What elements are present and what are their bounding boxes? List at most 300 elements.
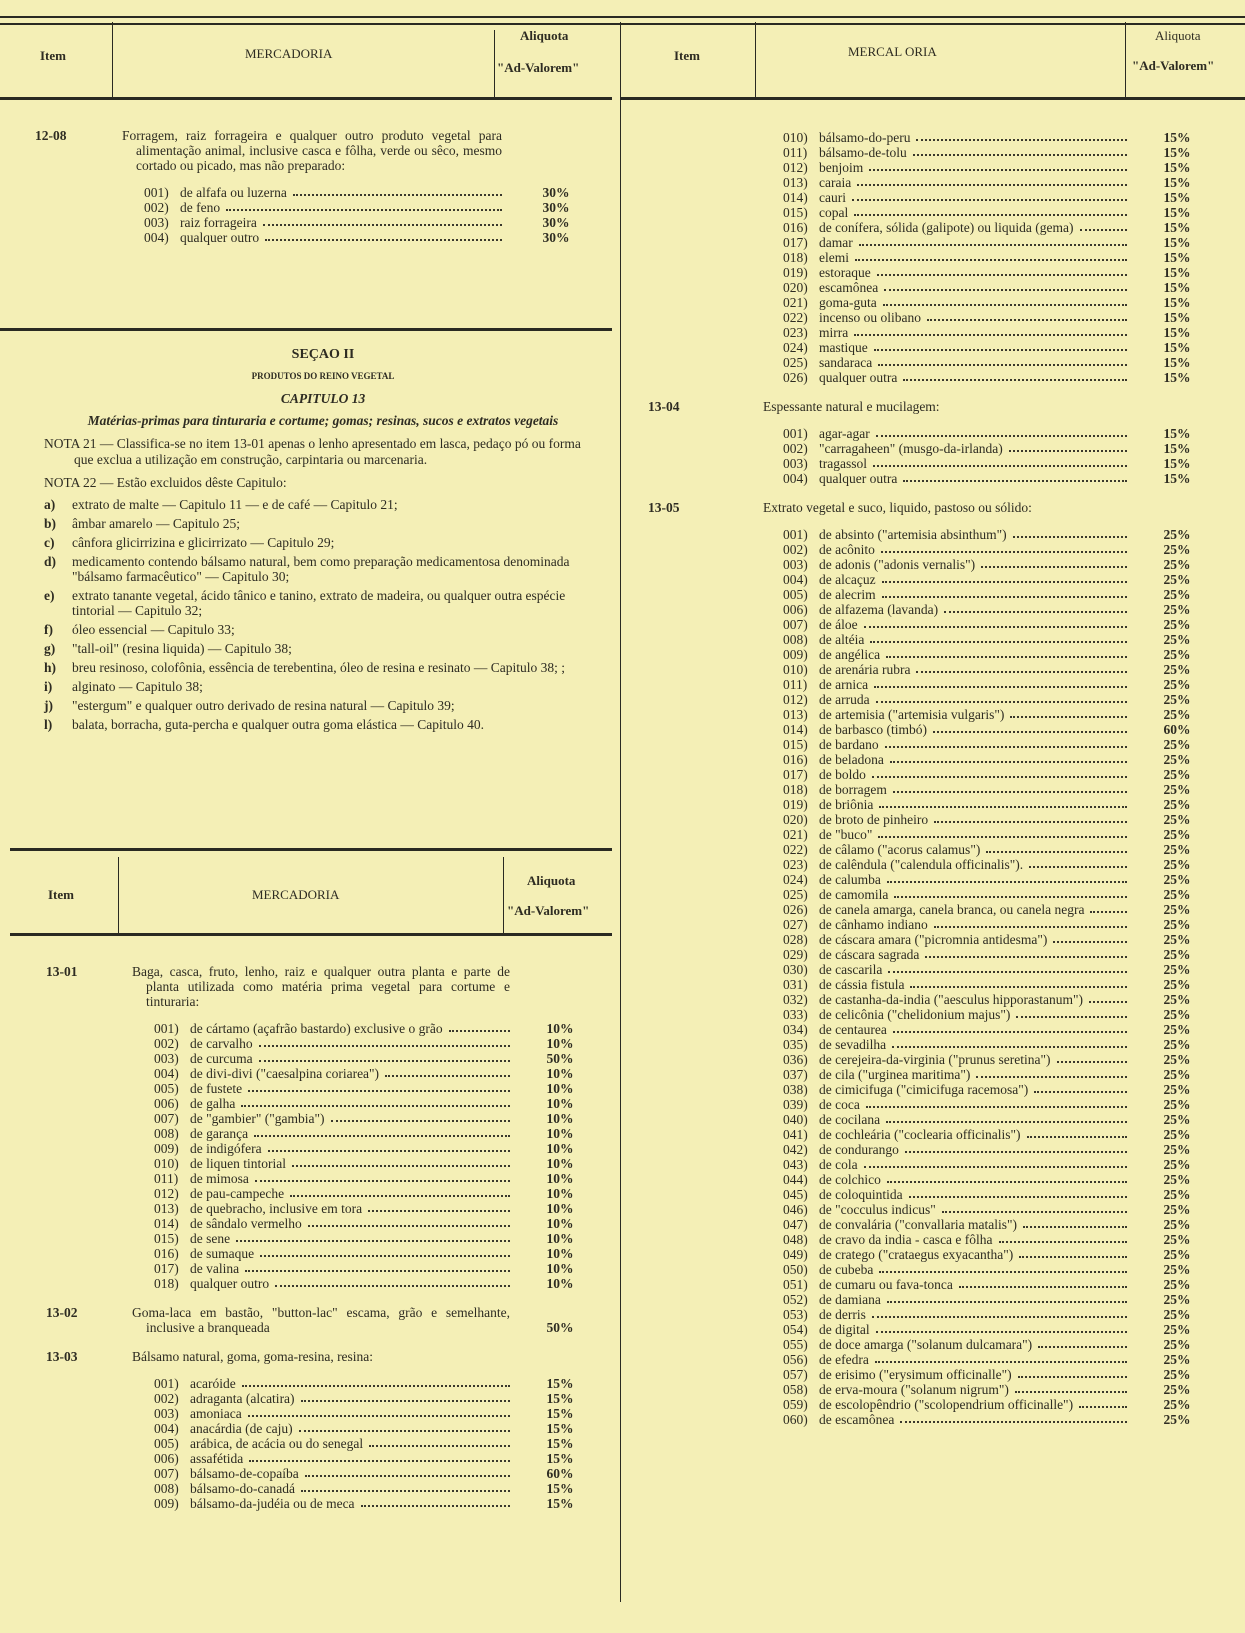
subitem-row bbox=[763, 602, 1127, 617]
subitem-number: 023) bbox=[783, 325, 808, 340]
subitem-number: 041) bbox=[783, 1127, 808, 1142]
subitem-row bbox=[132, 1156, 510, 1171]
rate-column bbox=[502, 128, 610, 245]
dotted-leader bbox=[986, 851, 1127, 853]
subitem-text: anacárdia (de caju) bbox=[190, 1421, 293, 1436]
entry-body bbox=[120, 1349, 510, 1511]
dotted-leader bbox=[886, 656, 1127, 658]
subitem-number: 014) bbox=[154, 1216, 179, 1231]
dotted-leader bbox=[854, 214, 1127, 216]
subitem-text: de escamônea bbox=[819, 1412, 895, 1427]
exclusion-text: âmbar amarelo — Capitulo 25; bbox=[72, 515, 240, 531]
subitem-text: de cochleária ("coclearia officinalis") bbox=[819, 1127, 1021, 1142]
subitem-rate: 25% bbox=[1163, 617, 1191, 632]
exclusion-text: alginato — Capitulo 38; bbox=[72, 678, 203, 694]
subitem-rate: 50% bbox=[546, 1051, 574, 1066]
subitem-text: de calêndula ("calendula officinalis"). bbox=[819, 857, 1024, 872]
item-code bbox=[620, 130, 755, 385]
subitem-text: de broto de pinheiro bbox=[819, 812, 929, 827]
header-ad-valorem: "Ad-Valorem" bbox=[507, 903, 590, 918]
dotted-leader bbox=[331, 1120, 511, 1122]
subitem-number: 032) bbox=[783, 992, 808, 1007]
subitem-rate: 25% bbox=[1163, 782, 1191, 797]
exclusions-list bbox=[44, 497, 602, 732]
subitem-number: 001) bbox=[154, 1376, 179, 1391]
subitem-rate: 10% bbox=[546, 1201, 574, 1216]
subitem-text: bálsamo-do-peru bbox=[819, 130, 911, 145]
exclusion-item bbox=[44, 717, 602, 732]
subitem-number: 031) bbox=[783, 977, 808, 992]
subitem-text: de beladona bbox=[819, 752, 884, 767]
subitem-text: de alfazema (lavanda) bbox=[819, 602, 939, 617]
subitem-number: 015) bbox=[783, 737, 808, 752]
subitem-text: qualquer outra bbox=[819, 471, 898, 486]
subitem-number: 018) bbox=[783, 782, 808, 797]
dotted-leader bbox=[265, 239, 502, 241]
subitem-row bbox=[132, 1141, 510, 1156]
subitem-text: de absinto ("artemisia absinthum") bbox=[819, 527, 1007, 542]
table-entry bbox=[10, 964, 612, 1291]
subitem-number: 036) bbox=[783, 1052, 808, 1067]
subitem-row bbox=[132, 1111, 510, 1126]
subitem-row bbox=[763, 160, 1127, 175]
subitem-number: 057) bbox=[783, 1367, 808, 1382]
subitem-number: 028) bbox=[783, 932, 808, 947]
subitem-text: de celicônia ("chelidonium majus") bbox=[819, 1007, 1011, 1022]
dotted-leader bbox=[1023, 1226, 1127, 1228]
subitem-row bbox=[763, 265, 1127, 280]
table-entry bbox=[620, 130, 1245, 385]
subitem-text: de borragem bbox=[819, 782, 887, 797]
subitem-text: de artemisia ("artemisia vulgaris") bbox=[819, 707, 1005, 722]
subitem-row bbox=[132, 1496, 510, 1511]
subitem-rate: 25% bbox=[1163, 1352, 1191, 1367]
exclusion-text: "estergum" e qualquer outro derivado de resina natural — Capitulo 39; bbox=[72, 697, 455, 713]
subitem-row bbox=[763, 426, 1127, 441]
rate-column bbox=[1127, 130, 1227, 385]
item-description: Bálsamo natural, goma, goma-resina, resina: bbox=[132, 1349, 374, 1364]
subitem-text: de cila ("urginea maritima") bbox=[819, 1067, 971, 1082]
dotted-leader bbox=[925, 956, 1127, 958]
subitem-row bbox=[763, 812, 1127, 827]
table-chapter-13-left bbox=[10, 964, 612, 1511]
dotted-leader bbox=[1018, 1376, 1127, 1378]
subitem-number: 002) bbox=[154, 1036, 179, 1051]
subitem-row bbox=[763, 572, 1127, 587]
subitem-text: tragassol bbox=[819, 456, 867, 471]
subitem-rate: 60% bbox=[1163, 722, 1191, 737]
subitem-text: de digital bbox=[819, 1322, 870, 1337]
subitem-rate: 30% bbox=[542, 215, 570, 230]
subitem-number: 039) bbox=[783, 1097, 808, 1112]
subitem-number: 059) bbox=[783, 1397, 808, 1412]
dotted-leader bbox=[909, 1196, 1127, 1198]
subitem-list bbox=[763, 527, 1127, 1427]
subitem-row bbox=[763, 752, 1127, 767]
dotted-leader bbox=[887, 1181, 1127, 1183]
subitem-text: de efedra bbox=[819, 1352, 869, 1367]
table-entry bbox=[10, 1349, 612, 1511]
dotted-leader bbox=[385, 1075, 510, 1077]
subitem-row bbox=[763, 441, 1127, 456]
subitem-row bbox=[763, 977, 1127, 992]
subitem-text: de cássia fistula bbox=[819, 977, 905, 992]
subitem-rate: 25% bbox=[1163, 1382, 1191, 1397]
subitem-row bbox=[763, 235, 1127, 250]
subitem-rate: 15% bbox=[1163, 426, 1191, 441]
subitem-rate: 10% bbox=[546, 1036, 574, 1051]
subitem-row bbox=[763, 1007, 1127, 1022]
subitem-rate: 15% bbox=[546, 1376, 574, 1391]
subitem-rate: 25% bbox=[1163, 992, 1191, 1007]
subitem-rate: 25% bbox=[1163, 812, 1191, 827]
subitem-text: de cratego ("crataegus exyacantha") bbox=[819, 1247, 1014, 1262]
subitem-text: de sândalo vermelho bbox=[190, 1216, 302, 1231]
subitem-text: qualquer outro bbox=[190, 1276, 270, 1291]
exclusion-text: "tall-oil" (resina liquida) — Capitulo 38; bbox=[72, 640, 292, 656]
subitem-number: 040) bbox=[783, 1112, 808, 1127]
subitem-text: de altéia bbox=[819, 632, 865, 647]
exclusion-text: cânfora glicirrizina e glicirrizato — Capitulo 29; bbox=[72, 534, 335, 550]
subitem-row bbox=[763, 707, 1127, 722]
subitem-list bbox=[763, 426, 1127, 486]
subitem-rate: 25% bbox=[1163, 1337, 1191, 1352]
subitem-row bbox=[132, 1066, 510, 1081]
subitem-text: estoraque bbox=[819, 265, 871, 280]
subitem-number: 024) bbox=[783, 340, 808, 355]
subitem-number: 012) bbox=[154, 1186, 179, 1201]
subitem-row bbox=[763, 280, 1127, 295]
dotted-leader bbox=[1013, 536, 1127, 538]
subitem-number: 024) bbox=[783, 872, 808, 887]
dotted-leader bbox=[874, 349, 1127, 351]
subitem-text: bálsamo-de-tolu bbox=[819, 145, 907, 160]
nota-22: NOTA 22 — Estão excluidos dêste Capitulo: bbox=[44, 475, 287, 490]
dotted-leader bbox=[887, 1301, 1127, 1303]
subitem-number: 034) bbox=[783, 1022, 808, 1037]
subitem-text: de áloe bbox=[819, 617, 858, 632]
subitem-row bbox=[122, 185, 502, 200]
subitem-number: 002) bbox=[144, 200, 169, 215]
subitem-row bbox=[763, 1067, 1127, 1082]
subitem-rate: 10% bbox=[546, 1126, 574, 1141]
dotted-leader bbox=[876, 435, 1127, 437]
dotted-leader bbox=[1027, 1136, 1127, 1138]
subitem-number: 013) bbox=[154, 1201, 179, 1216]
dotted-leader bbox=[1089, 1001, 1127, 1003]
subitem-row bbox=[763, 857, 1127, 872]
entry-body bbox=[120, 964, 510, 1291]
subitem-rate: 10% bbox=[546, 1081, 574, 1096]
subitem-rate: 25% bbox=[1163, 1322, 1191, 1337]
header-mercadoria: MERCADORIA bbox=[252, 887, 340, 902]
subitem-number: 015) bbox=[154, 1231, 179, 1246]
subitem-number: 053) bbox=[783, 1307, 808, 1322]
subitem-text: de indigófera bbox=[190, 1141, 262, 1156]
dotted-leader bbox=[254, 1135, 510, 1137]
subitem-rate: 25% bbox=[1163, 1112, 1191, 1127]
subitem-rate: 15% bbox=[1163, 280, 1191, 295]
header-aliquota: Aliquota bbox=[520, 28, 569, 43]
subitem-rate: 25% bbox=[1163, 692, 1191, 707]
subitem-text: de cáscara sagrada bbox=[819, 947, 920, 962]
table-entry bbox=[10, 1305, 612, 1335]
dotted-leader bbox=[308, 1225, 510, 1227]
subitem-row bbox=[132, 1421, 510, 1436]
subitem-rate: 25% bbox=[1163, 1277, 1191, 1292]
section-block bbox=[0, 331, 612, 732]
subitem-rate: 25% bbox=[1163, 602, 1191, 617]
subitem-row bbox=[132, 1451, 510, 1466]
subitem-row bbox=[763, 992, 1127, 1007]
subitem-rate: 10% bbox=[546, 1066, 574, 1081]
subitem-text: arábica, de acácia ou do senegal bbox=[190, 1436, 364, 1451]
dotted-leader bbox=[236, 1240, 510, 1242]
subitem-number: 004) bbox=[783, 471, 808, 486]
subitem-text: de valina bbox=[190, 1261, 240, 1276]
subitem-rate: 15% bbox=[1163, 250, 1191, 265]
subitem-row bbox=[132, 1376, 510, 1391]
nota-21: NOTA 21 — Classifica-se no item 13-01 apenas o lenho apresentado em lasca, pedaço pó ou forma que exclua a utilização em construção, carpintaria ou marcenaria. bbox=[44, 436, 581, 467]
dotted-leader bbox=[301, 1490, 510, 1492]
subitem-number: 010) bbox=[783, 662, 808, 677]
dotted-leader bbox=[1038, 1346, 1127, 1348]
subitem-text: de "gambier" ("gambia") bbox=[190, 1111, 325, 1126]
header-ad-valorem: "Ad-Valorem" bbox=[1132, 58, 1215, 73]
dotted-leader bbox=[864, 626, 1127, 628]
subitem-row bbox=[132, 1216, 510, 1231]
dotted-leader bbox=[887, 881, 1127, 883]
dotted-leader bbox=[299, 1430, 510, 1432]
subitem-number: 002) bbox=[783, 542, 808, 557]
entry-body bbox=[120, 1305, 510, 1335]
subitem-row bbox=[132, 1201, 510, 1216]
subitem-rate: 25% bbox=[1163, 542, 1191, 557]
subitem-row bbox=[763, 340, 1127, 355]
subitem-text: de alecrim bbox=[819, 587, 876, 602]
dotted-leader bbox=[903, 480, 1127, 482]
subitem-number: 016) bbox=[154, 1246, 179, 1261]
subitem-row bbox=[763, 617, 1127, 632]
subitem-text: de alfafa ou luzerna bbox=[180, 185, 287, 200]
exclusion-letter: e) bbox=[44, 587, 55, 603]
subitem-text: de "cocculus indicus" bbox=[819, 1202, 936, 1217]
subitem-row bbox=[763, 1097, 1127, 1112]
dotted-leader bbox=[1034, 1091, 1127, 1093]
dotted-leader bbox=[268, 1150, 510, 1152]
section-title: SEÇAO II bbox=[291, 347, 355, 362]
subitem-rate: 25% bbox=[1163, 1037, 1191, 1052]
dotted-leader bbox=[249, 1460, 510, 1462]
subitem-row bbox=[132, 1391, 510, 1406]
subitem-number: 020) bbox=[783, 280, 808, 295]
subitem-text: agar-agar bbox=[819, 426, 870, 441]
subitem-list bbox=[122, 185, 502, 245]
dotted-leader bbox=[866, 1106, 1127, 1108]
subitem-row bbox=[763, 175, 1127, 190]
exclusion-letter: b) bbox=[44, 515, 57, 531]
subitem-number: 017) bbox=[783, 235, 808, 250]
subitem-row bbox=[763, 1142, 1127, 1157]
subitem-row bbox=[122, 200, 502, 215]
subitem-number: 011) bbox=[154, 1171, 179, 1186]
subitem-row bbox=[132, 1051, 510, 1066]
subitem-text: de carvalho bbox=[190, 1036, 253, 1051]
dotted-leader bbox=[933, 731, 1127, 733]
subitem-list bbox=[132, 1021, 510, 1291]
subitem-number: 005) bbox=[783, 587, 808, 602]
subitem-text: de adonis ("adonis vernalis") bbox=[819, 557, 976, 572]
subitem-rate: 25% bbox=[1163, 872, 1191, 887]
dotted-leader bbox=[1053, 941, 1127, 943]
header-item: Item bbox=[674, 48, 700, 63]
subitem-row bbox=[763, 587, 1127, 602]
dotted-leader bbox=[854, 334, 1127, 336]
subitem-row bbox=[763, 310, 1127, 325]
subitem-rate: 15% bbox=[546, 1406, 574, 1421]
subitem-number: 009) bbox=[154, 1141, 179, 1156]
subitem-row bbox=[763, 370, 1127, 385]
subitem-rate: 25% bbox=[1163, 1097, 1191, 1112]
subitem-rate: 25% bbox=[1163, 572, 1191, 587]
subitem-rate: 10% bbox=[546, 1111, 574, 1126]
subitem-text: de centaurea bbox=[819, 1022, 887, 1037]
subitem-number: 045) bbox=[783, 1187, 808, 1202]
subitem-row bbox=[763, 767, 1127, 782]
subitem-number: 048) bbox=[783, 1232, 808, 1247]
subitem-row bbox=[132, 1406, 510, 1421]
subitem-number: 004) bbox=[144, 230, 169, 245]
subitem-rate: 25% bbox=[1163, 1157, 1191, 1172]
subitem-text: qualquer outro bbox=[180, 230, 260, 245]
dotted-leader bbox=[886, 1121, 1127, 1123]
subitem-text: de cáscara amara ("picromnia antidesma") bbox=[819, 932, 1048, 947]
subitem-number: 008) bbox=[154, 1481, 179, 1496]
dotted-leader bbox=[881, 551, 1127, 553]
table-chapter-13-right bbox=[620, 130, 1245, 1427]
subitem-text: bálsamo-da-judéia ou de meca bbox=[190, 1496, 355, 1511]
subitem-row bbox=[763, 130, 1127, 145]
exclusion-text: óleo essencial — Capitulo 33; bbox=[72, 621, 235, 637]
subitem-text: de pau-campeche bbox=[190, 1186, 285, 1201]
subitem-number: 005) bbox=[154, 1081, 179, 1096]
subitem-rate: 25% bbox=[1163, 977, 1191, 992]
dotted-leader bbox=[876, 701, 1127, 703]
subitem-row bbox=[763, 647, 1127, 662]
subitem-row bbox=[763, 325, 1127, 340]
dotted-leader bbox=[934, 821, 1127, 823]
subitem-row bbox=[763, 662, 1127, 677]
dotted-leader bbox=[259, 1060, 510, 1062]
subitem-rate: 25% bbox=[1163, 1367, 1191, 1382]
chapter-title: CAPITULO 13 bbox=[280, 391, 366, 406]
subitem-text: de camomila bbox=[819, 887, 889, 902]
subitem-rate: 25% bbox=[1163, 1172, 1191, 1187]
subitem-row bbox=[763, 1397, 1127, 1412]
dotted-leader bbox=[872, 1316, 1127, 1318]
subitem-number: 047) bbox=[783, 1217, 808, 1232]
subitem-row bbox=[763, 295, 1127, 310]
subitem-number: 006) bbox=[783, 602, 808, 617]
subitem-text: escamônea bbox=[819, 280, 879, 295]
dotted-leader bbox=[290, 1195, 510, 1197]
subitem-number: 026) bbox=[783, 902, 808, 917]
subitem-text: de acônito bbox=[819, 542, 875, 557]
dotted-leader bbox=[913, 154, 1127, 156]
subitem-text: amoniaca bbox=[190, 1406, 242, 1421]
dotted-leader bbox=[916, 671, 1127, 673]
header-ad-valorem: "Ad-Valorem" bbox=[497, 60, 580, 75]
subitem-number: 007) bbox=[783, 617, 808, 632]
dotted-leader bbox=[869, 169, 1127, 171]
subitem-rate: 25% bbox=[1163, 1067, 1191, 1082]
subitem-rate: 15% bbox=[1163, 456, 1191, 471]
subitem-rate: 25% bbox=[1163, 677, 1191, 692]
dotted-leader bbox=[1010, 716, 1127, 718]
subitem-rate: 25% bbox=[1163, 857, 1191, 872]
dotted-leader bbox=[944, 611, 1127, 613]
subitem-rate: 15% bbox=[1163, 310, 1191, 325]
exclusion-text: breu resinoso, colofônia, essência de terebentina, óleo de resina e resinato — Capitulo 38; ; bbox=[72, 659, 565, 675]
subitem-text: de arenária rubra bbox=[819, 662, 911, 677]
subitem-number: 006) bbox=[154, 1451, 179, 1466]
table-entry bbox=[0, 128, 612, 245]
item-description: Goma-laca em bastão, "button-lac" escama, grão e semelhante, inclusive a branqueada bbox=[132, 1305, 510, 1335]
subitem-text: de canela amarga, canela branca, ou canela negra bbox=[819, 902, 1085, 917]
subitem-rate: 10% bbox=[546, 1276, 574, 1291]
exclusion-letter: g) bbox=[44, 640, 56, 656]
subitem-number: 052) bbox=[783, 1292, 808, 1307]
subitem-number: 001) bbox=[783, 527, 808, 542]
subitem-text: damar bbox=[819, 235, 853, 250]
table-header-2 bbox=[10, 848, 612, 936]
subitem-row bbox=[763, 692, 1127, 707]
subitem-row bbox=[763, 527, 1127, 542]
subitem-text: de calumba bbox=[819, 872, 881, 887]
subitem-rate: 25% bbox=[1163, 932, 1191, 947]
exclusion-item bbox=[44, 535, 602, 550]
subitem-rate: 10% bbox=[546, 1171, 574, 1186]
subitem-text: de condurango bbox=[819, 1142, 899, 1157]
subitem-rate: 25% bbox=[1163, 842, 1191, 857]
header-mercadoria: MERCAL ORIA bbox=[848, 44, 937, 59]
subitem-text: acaróide bbox=[190, 1376, 236, 1391]
exclusion-item bbox=[44, 679, 602, 694]
subitem-number: 003) bbox=[783, 557, 808, 572]
subitem-row bbox=[763, 1202, 1127, 1217]
subitem-text: de divi-divi ("caesalpina coriarea") bbox=[190, 1066, 380, 1081]
subitem-row bbox=[763, 842, 1127, 857]
subitem-row bbox=[763, 1382, 1127, 1397]
item-code: 13-04 bbox=[648, 399, 680, 414]
subitem-text: de conífera, sólida (galipote) ou liquida (gema) bbox=[819, 220, 1074, 235]
header-aliquota: Aliquota bbox=[1155, 28, 1201, 43]
subitem-rate: 25% bbox=[1163, 887, 1191, 902]
exclusion-item bbox=[44, 497, 602, 512]
dotted-leader bbox=[879, 806, 1127, 808]
exclusion-text: extrato tanante vegetal, ácido tânico e tanino, extrato de madeira, ou qualquer outra espécie tintorial — Capitulo 32; bbox=[72, 587, 566, 618]
subitem-number: 005) bbox=[154, 1436, 179, 1451]
subitem-rate: 25% bbox=[1163, 1217, 1191, 1232]
subitem-text: de cumaru ou fava-tonca bbox=[819, 1277, 953, 1292]
subitem-rate: 30% bbox=[542, 230, 570, 245]
subitem-number: 009) bbox=[783, 647, 808, 662]
dotted-leader bbox=[248, 1415, 510, 1417]
exclusion-item bbox=[44, 660, 602, 675]
subitem-rate: 25% bbox=[1163, 1247, 1191, 1262]
subitem-row bbox=[763, 932, 1127, 947]
dotted-leader bbox=[260, 1255, 510, 1257]
